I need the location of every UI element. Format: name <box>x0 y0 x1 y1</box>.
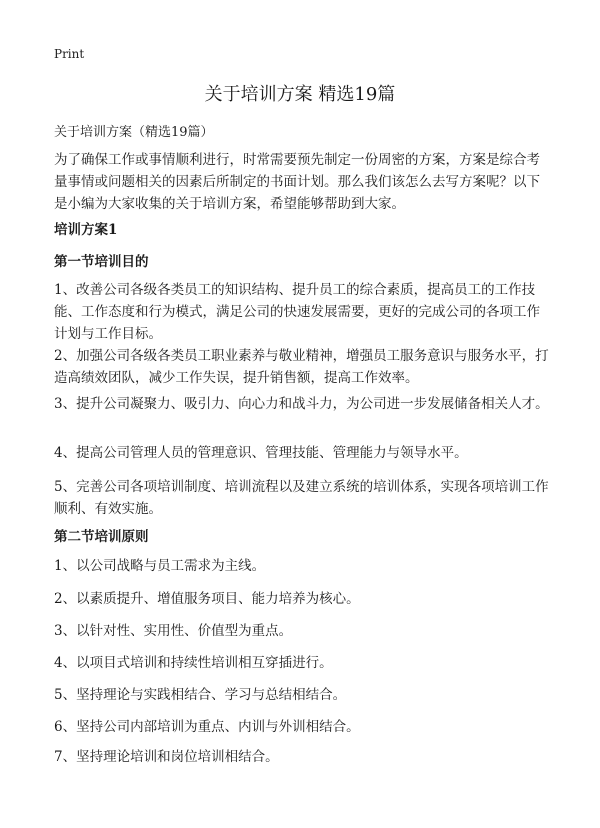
section2-item: 7、坚持理论培训和岗位培训相结合。 <box>54 749 279 765</box>
section2-item: 3、以针对性、实用性、价值型为重点。 <box>54 623 293 639</box>
section2-item: 5、坚持理论与实践相结合、学习与总结相结合。 <box>54 687 347 703</box>
section1-item: 2、加强公司各级各类员工职业素养与敬业精神，增强员工服务意识与服务水平，打造高绩效团队，减少工作失误，提升销售额，提高工作效率。 <box>54 348 549 386</box>
section2-item: 4、以项目式培训和持续性培训相互穿插进行。 <box>54 655 333 671</box>
section2-item: 1、以公司战略与员工需求为主线。 <box>54 558 266 574</box>
intro-paragraph: 为了确保工作或事情顺利进行，时常需要预先制定一份周密的方案，方案是综合考量事情或问题相关的因素后所制定的书面计划。那么我们该怎么去写方案呢？以下是小编为大家收集的关于培训方案，希望能够帮助到大家。 <box>54 152 540 212</box>
page-title: 关于培训方案 精选19篇 <box>204 84 396 105</box>
section1-heading: 第一节培训目的 <box>54 254 149 270</box>
section1-item: 1、改善公司各级各类员工的知识结构、提升员工的综合素质，提高员工的工作技能、工作态度和行为模式，满足公司的快速发展需要，更好的完成公司的各项工作计划与工作目标。 <box>54 282 540 342</box>
section2-item: 2、以素质提升、增值服务项目、能力培养为核心。 <box>54 591 360 607</box>
plan1-heading: 培训方案1 <box>54 222 118 238</box>
section1-item: 3、提升公司凝聚力、吸引力、向心力和战斗力，为公司进一步发展储备相关人才。 <box>54 396 549 412</box>
section2-item: 6、坚持公司内部培训为重点、内训与外训相结合。 <box>54 719 360 735</box>
print-label[interactable]: Print <box>54 47 85 61</box>
subtitle: 关于培训方案（精选19篇） <box>54 125 214 140</box>
section2-heading: 第二节培训原则 <box>54 529 149 545</box>
section1-item: 5、完善公司各项培训制度、培训流程以及建立系统的培训体系，实现各项培训工作顺利、有效实施。 <box>54 479 549 517</box>
section1-item: 4、提高公司管理人员的管理意识、管理技能、管理能力与领导水平。 <box>54 445 468 461</box>
